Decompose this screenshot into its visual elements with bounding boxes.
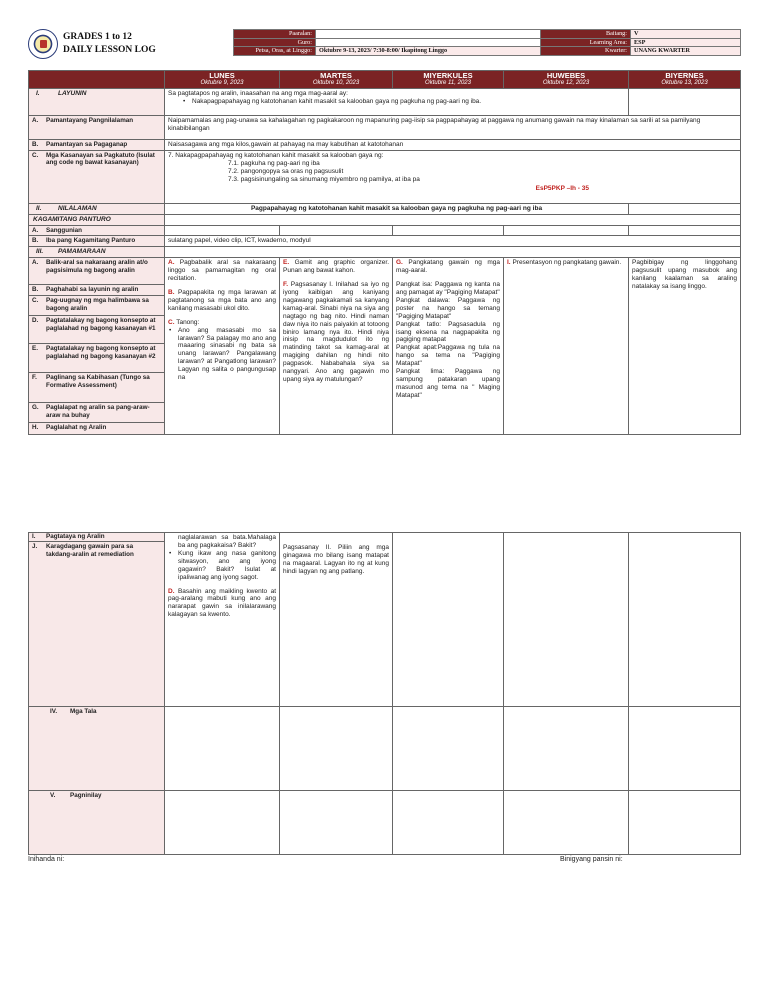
nilalaman-empty (629, 203, 741, 214)
pamamaraan-empty (165, 247, 741, 258)
kasanayan-content: 7. Nakapagpapahayag ng katotohanan kahit masakit sa kalooban gaya ng: 7.1. pagkuha ng pag-aari ng iba 7.2. pangongopya sa oras ng pagsusulit 7.3. pagsisinungaling sa sinumang miyembro ng pamilya, at iba pa EsP5PKP –Ih - 35 (165, 150, 741, 203)
binigyang-pansin-label: Binigyang pansin ni: (560, 856, 623, 863)
title-dll: DAILY LESSON LOG (63, 45, 156, 55)
day-huwebes: HUWEBES Oktubre 12, 2023 (504, 71, 629, 89)
pagninilay-cell (165, 791, 280, 855)
iba-pang-kagamitan-label: B. Iba pang Kagamitang Panturo (29, 236, 165, 247)
sanggunian-cell (629, 225, 741, 236)
kagamitan-label: KAGAMITANG PANTURO (29, 214, 165, 225)
title-grades: GRADES 1 to 12 (63, 32, 132, 42)
tala-cell (629, 707, 741, 791)
karagdagang-gawain-label: J. Karagdagang gawain para sa takdang-aralin at remediation (32, 543, 134, 558)
corner-cell (29, 71, 165, 89)
kwarter-label: Kwarter: (541, 47, 631, 56)
lunes-activities: A. Pagbabalik aral sa nakaraang linggo sa pamamagitan ng oral recitation. B. Pagpapakita ng mga larawan at pagtatanong sa mga bata ano ang kanilang masasabi ukol dito. C. Tanong: • Ano ang masasabi mo sa larawan? Sa palagay mo ano ang maaaring sinasabi ng bata sa unang larawan? Pangalawang larawan? at Pangatlong larawan? Lagyan ng salita o pangungusap na (165, 258, 280, 435)
proc-h: H. Paglalahat ng Aralin (32, 424, 107, 432)
nilalaman-text: Pagpapahayag ng katotohanan kahit masakit sa kalooban gaya ng pagkuha ng pag-aari ng iba (165, 203, 629, 214)
huwebes-continued (504, 533, 629, 707)
tala-cell (280, 707, 393, 791)
pagninilay-cell (504, 791, 629, 855)
pagninilay-label: V. Pagninilay (29, 791, 165, 855)
day-lunes: LUNES Oktubre 9, 2023 (165, 71, 280, 89)
guro-label: Guro: (234, 38, 316, 47)
sanggunian-label: A. Sanggunian (29, 225, 165, 236)
baitang-value: V (631, 30, 741, 39)
nilalaman-label: II. NILALAMAN (29, 203, 165, 214)
proc-g: G. Paglalapat ng aralin sa pang-araw-araw na buhay (29, 403, 164, 423)
lunes-continued: naglalarawan sa bata.Mahalaga ba ang pagkakaisa? Bakit? • Kung ikaw ang nasa ganitong sitwasyon, ano ang iyong gagawin? Bakit? Isulat at ipaliwanag ang iyong sagot. D. Basahin ang maikling kwento at pag-aralang mabuti kung ano ang nararapat gawin sa inilalarawang kalagayan sa kwento. (165, 533, 280, 707)
layunin-empty (629, 88, 741, 115)
layunin-label: I. LAYUNIN (29, 88, 165, 115)
proc-b: B. Paghahabi sa layunin ng aralin (29, 285, 164, 296)
baitang-label: Baitang: (541, 30, 631, 39)
tala-cell (165, 707, 280, 791)
pagtataya-label: I. Pagtataya ng Aralin (29, 533, 164, 542)
tala-cell (393, 707, 504, 791)
header-grid (233, 29, 741, 56)
lesson-table-page2 (28, 532, 741, 855)
layunin-content: Sa pagtatapos ng aralin, inaasahan na ang mga mag-aaral ay: • Nakapagpapahayag ng katotohanan kahit masakit sa kalooban gaya ng pagkuha ng pag-aari ng iba. (165, 88, 629, 115)
petsa-label: Petsa, Oras, at Linggo: (234, 47, 316, 56)
iba-pang-kagamitan-text: sulatang papel, video clip, ICT, kwaderno, modyul (165, 236, 741, 247)
huwebes-activities: I. Presentasyon ng pangkatang gawain. (504, 258, 629, 435)
day-martes: MARTES Oktubre 10, 2023 (280, 71, 393, 89)
inihanda-label: Inihanda ni: (28, 856, 65, 863)
mga-tala-label: IV. Mga Tala (29, 707, 165, 791)
pagninilay-cell (629, 791, 741, 855)
sanggunian-cell (504, 225, 629, 236)
page2-labels (29, 533, 165, 707)
proc-a: A. Balik-aral sa nakaraang aralin at/o pagsisimula ng bagong aralin (29, 258, 164, 285)
area-value: ESP (631, 38, 741, 47)
proc-c: C. Pag-uugnay ng mga halimbawa sa bagong aralin (29, 296, 164, 316)
procedure-labels (29, 258, 165, 435)
kasanayan-label: C. Mga Kasanayan sa Pagkatuto (Isulat ang code ng bawat kasanayan) (29, 150, 165, 203)
martes-activities: E. Gamit ang graphic organizer. Punan ang bawat kahon. F. Pagsasanay I. Inilahad sa iyo ng iyong kaibigan ang kaniyang nagawang pagkakamali sa kanyang kamag-aral. Sinabi niya na siya ang nagtago ng bag nito. Hindi naman daw niya ito nais paiyakin at totoong biniro lamang nya ito. Hindi niya inisip na magdudulot ito ng matinding takot sa kamag-aral at magiging dahilan ng hindi nito pagpasok. Nababahala siya sa nangyari. Ano ang gagawin mo upang siya ay matulungan? (280, 258, 393, 435)
area-label: Learning Area: (541, 38, 631, 47)
proc-f: F. Paglinang sa Kabihasan (Tungo sa Formative Assessment) (29, 373, 164, 403)
proc-d: D. Pagtatalakay ng bagong konsepto at paglalahad ng bagong kasanayan #1 (29, 316, 164, 344)
guro-value (316, 38, 541, 47)
lesson-table-page1 (28, 70, 741, 435)
sanggunian-cell (280, 225, 393, 236)
biyernes-continued (629, 533, 741, 707)
paaralan-label: Paaralan: (234, 30, 316, 39)
martes-continued: Pagsasanay II. Piliin ang mga ginagawa mo bilang isang matapat na magaaral. Lagyan ito ng at kung hindi lagyan ng ang patlang. (280, 533, 393, 707)
sanggunian-cell (165, 225, 280, 236)
pamantayan-pagaganap-label: B. Pamantayan sa Pagaganap (29, 139, 165, 150)
proc-e: E. Pagtatalakay ng bagong konsepto at paglalahad ng bagong kasanayan #2 (29, 344, 164, 373)
sanggunian-cell (393, 225, 504, 236)
miyerkules-continued (393, 533, 504, 707)
deped-seal-icon (28, 29, 58, 59)
paaralan-value (316, 30, 541, 39)
pamantayang-pangnilalaman-text: Naipamamalas ang pag-unawa sa kahalagahan ng pagkakaroon ng mapanuring pag-iisip sa pagpapahayag at paggawa ng anumang gawain na may kinalaman sa sarili at sa pamilyang kinabibilangan (165, 115, 741, 139)
biyernes-activities: Pagbibigay ng linggohang pagsusulit upang masubok ang kanilang kaalaman sa araling natalakay sa isang linggo. (629, 258, 741, 435)
petsa-value: Oktubre 9-13, 2023/ 7:30-8:00/ Ikapitong Linggo (316, 47, 541, 56)
day-biyernes: BIYERNES Oktubre 13, 2023 (629, 71, 741, 89)
pamamaraan-label: III. PAMAMARAAN (29, 247, 165, 258)
pagninilay-cell (393, 791, 504, 855)
tala-cell (504, 707, 629, 791)
pamantayan-pagaganap-text: Naisasagawa ang mga kilos,gawain at pahayag na may kabutihan at katotohanan (165, 139, 741, 150)
kagamitan-empty (165, 214, 741, 225)
day-miyerkules: MIYERKULES Oktubre 11, 2023 (393, 71, 504, 89)
miyerkules-activities: G. Pangkatang gawain ng mga mag-aaral. Pangkat isa: Paggawa ng kanta na ang pamagat ay "Pagiging Matapat" Pangkat dalawa: Paggawa ng poster na hango sa temang "Pagiging Matapat" Pangkat tatlo: Pagsasadula ng isang eksena na nagpapakita ng pagiging matapat Pangkat apat:Paggawa ng tula na hango sa tema na "Pagiging Matapat" Pangkat lima: Paggawa ng sampung patakaran upang masunod ang tema na " Maging Matapat" (393, 258, 504, 435)
kwarter-value: UNANG KWARTER (631, 47, 741, 56)
pagninilay-cell (280, 791, 393, 855)
pamantayang-pangnilalaman-label: A. Pamantayang Pangnilalaman (29, 115, 165, 139)
